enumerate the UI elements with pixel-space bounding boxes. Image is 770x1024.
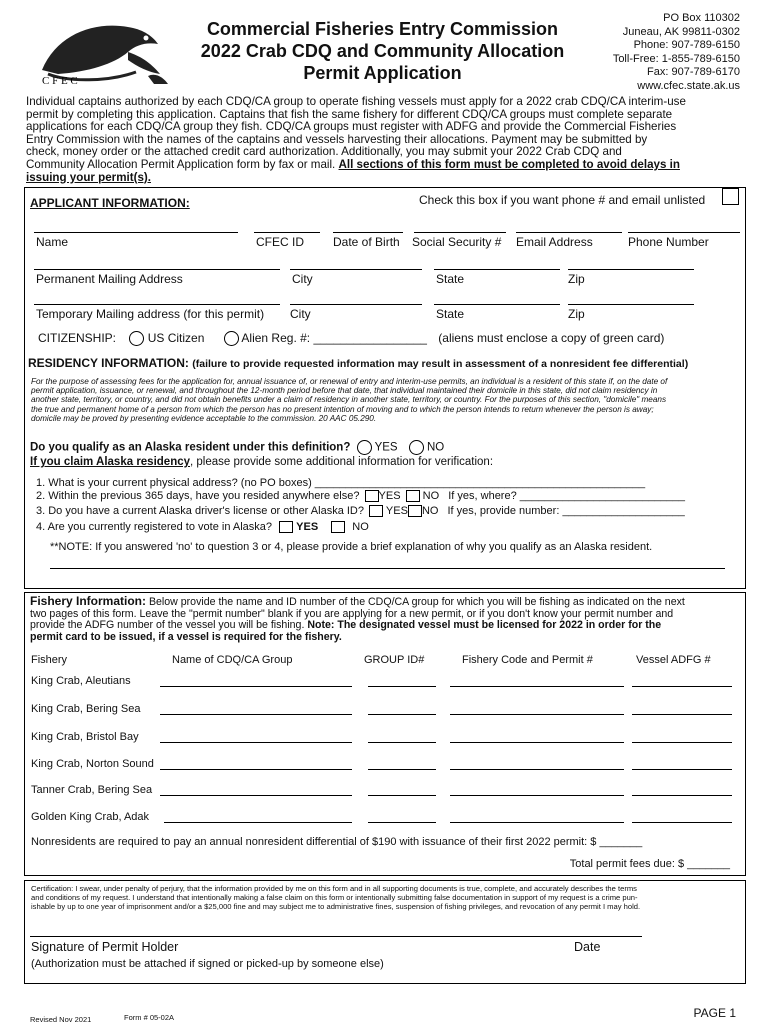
ssn-label: Social Security # — [412, 235, 502, 249]
phone-line[interactable] — [628, 232, 740, 233]
temporary-zip-line[interactable] — [568, 304, 694, 305]
q2-yes-label: YES — [378, 490, 401, 502]
q2-no-checkbox[interactable] — [406, 490, 420, 502]
permit-field[interactable] — [450, 742, 624, 743]
definition-line: For the purpose of assessing fees for the application for, annual issuance of, or renewal of entry and interim-use permits, an individual is a resident of this state if, on the date of — [31, 377, 668, 386]
form-number: Form # 05-02A — [124, 1013, 175, 1022]
definition-line: another state, territory, or country, and did not obtain benefits under a claim of residency in another state, territory, or country. For the purposes of this section, "domicile" means — [31, 395, 667, 405]
permit-field[interactable] — [450, 769, 624, 770]
certification-line: ishable by up to one year of imprisonment and/or a $25,000 fine and may subject me to administrative fines, suspension of fishing privileges, and revocation of any permit I may hold. — [31, 902, 641, 911]
q4-no-checkbox[interactable] — [331, 521, 345, 533]
fishery-intro-line — [30, 620, 742, 632]
temporary-address-label: Temporary Mailing address (for this permit) — [36, 307, 265, 321]
group-id-field[interactable] — [368, 822, 436, 823]
address-line: Fax: 907-789-6170 — [647, 66, 740, 78]
page-number: PAGE 1 — [693, 1006, 736, 1020]
intro-line: Individual captains authorized by each CDQ/CA group to operate fishing vessels must apply for a 2022 crab CDQ/CA interim-use — [26, 95, 686, 108]
q3-no-label: NO — [421, 505, 439, 517]
certification-text — [31, 884, 741, 911]
zip-label: Zip — [568, 272, 585, 286]
group-name-field[interactable] — [160, 714, 352, 715]
city-label: City — [290, 307, 311, 321]
fishery-intro-text: Below provide the name and ID number of the CDQ/CA group for which you will be fishing as indicated on the next — [146, 596, 685, 608]
column-vessel: Vessel ADFG # — [636, 654, 711, 666]
email-line[interactable] — [516, 232, 622, 233]
vessel-field[interactable] — [632, 795, 732, 796]
q3-yes-checkbox[interactable] — [369, 505, 383, 517]
certification-line: and conditions of my request. I understand that intentionally making a false claim on this form or intentionally submitting false documentation in support of my request is a crime pun- — [31, 893, 638, 902]
claim-residency-bold: If you claim Alaska residency — [30, 456, 191, 468]
residency-explanation-line[interactable] — [50, 568, 725, 569]
fishery-intro-line — [30, 596, 742, 609]
fishery-row-label: King Crab, Bering Sea — [31, 703, 141, 715]
intro-line — [26, 159, 746, 172]
city-label: City — [292, 272, 313, 286]
phone-label: Phone Number — [628, 235, 709, 249]
permit-field[interactable] — [450, 795, 624, 796]
form-title — [180, 18, 585, 84]
permanent-state-line[interactable] — [434, 269, 560, 270]
signature-line[interactable] — [30, 936, 642, 937]
intro-warning: All sections of this form must be completed to avoid delays in — [338, 157, 680, 171]
ssn-line[interactable] — [414, 232, 506, 233]
dob-line[interactable] — [333, 232, 403, 233]
temporary-address-line[interactable] — [34, 304, 280, 305]
address-block — [613, 12, 740, 93]
qualify-yes-radio[interactable] — [357, 440, 372, 455]
fishery-row-label: King Crab, Bristol Bay — [31, 731, 139, 743]
intro-line: Entry Commission with the names of the captains and vessels harvesting their allocations. Payment may be submitted by — [26, 132, 648, 146]
q4-no-label: NO — [352, 521, 369, 533]
claim-residency-text: , please provide some additional information for verification: — [190, 456, 494, 468]
dob-label: Date of Birth — [333, 235, 400, 249]
alien-note: (aliens must enclose a copy of green card) — [438, 331, 665, 345]
alien-label: Alien Reg. #: — [241, 331, 311, 345]
date-label: Date — [574, 940, 601, 954]
question-3-row — [36, 505, 685, 517]
certification-line: Certification: I swear, under penalty of perjury, that the information provided by me on this form and in all supporting documents is true, complete, and accurately describes the terms — [31, 884, 637, 893]
intro-warning-end: issuing your permit(s). — [26, 170, 151, 184]
fishery-note-end: permit card to be issued, if a vessel is required for the fishery. — [30, 630, 342, 643]
applicant-heading: APPLICANT INFORMATION: — [30, 196, 190, 210]
us-citizen-label: US Citizen — [147, 331, 205, 345]
email-label: Email Address — [516, 235, 593, 249]
title-line-1: Commercial Fisheries Entry Commission — [206, 19, 559, 39]
qualify-no-label: NO — [426, 441, 445, 454]
vessel-field[interactable] — [632, 822, 732, 823]
question-2-row — [36, 490, 685, 502]
title-line-2: 2022 Crab CDQ and Community Allocation — [200, 41, 565, 61]
fishery-row-label: Golden King Crab, Adak — [31, 811, 150, 823]
residency-heading-note: (failure to provide requested information may result in assessment of a nonresident fee differential) — [192, 358, 689, 370]
revised-date: Revised Nov 2021 — [30, 1015, 92, 1024]
us-citizen-radio[interactable] — [129, 331, 144, 346]
fishery-intro-line: two pages of this form. Leave the "permit number" blank if you are applying for a new permit, or if you don't know your permit number and — [30, 607, 674, 620]
q3-no-checkbox[interactable] — [408, 505, 422, 517]
permanent-zip-line[interactable] — [568, 269, 694, 270]
definition-line: the true and permanent home of a person from which the person has no present intention of moving and to which the person intends to return whenever the person is away; — [31, 404, 654, 414]
group-id-field[interactable] — [368, 742, 436, 743]
cfec-id-label: CFEC ID — [256, 235, 304, 249]
residency-heading-row — [28, 356, 688, 370]
nonresident-fee: Nonresidents are required to pay an annual nonresident differential of $190 with issuance of their first 2022 permit: $ _______ — [31, 836, 643, 848]
address-line: Juneau, AK 99811-0302 — [622, 25, 740, 38]
unlisted-label: Check this box if you want phone # and email unlisted — [419, 193, 706, 207]
group-name-field[interactable] — [160, 795, 352, 796]
intro-line: permit by completing this application. Captains that fish the same fishery for different CDQ/CA groups must complete separate — [26, 107, 673, 121]
question-4-row — [36, 521, 369, 533]
q2-no-label: NO — [422, 490, 440, 502]
q2-yes-checkbox[interactable] — [365, 490, 379, 502]
q2-where: If yes, where? ___________________________ — [448, 490, 685, 502]
vessel-field[interactable] — [632, 742, 732, 743]
cfec-id-line[interactable] — [254, 232, 320, 233]
permanent-address-line[interactable] — [34, 269, 280, 270]
cfec-logo — [28, 12, 178, 88]
q4-yes-checkbox[interactable] — [279, 521, 293, 533]
group-id-field[interactable] — [368, 769, 436, 770]
group-id-field[interactable] — [368, 795, 436, 796]
fishery-intro — [30, 596, 742, 643]
fishery-heading: Fishery Information: — [30, 594, 147, 608]
residency-heading: RESIDENCY INFORMATION: — [28, 356, 189, 370]
fishery-intro-text: provide the ADFG number of the vessel you will be fishing. — [30, 619, 308, 631]
name-label: Name — [36, 235, 69, 249]
permit-field[interactable] — [450, 714, 624, 715]
qualify-no-radio[interactable] — [409, 440, 424, 455]
website-link[interactable]: www.cfec.state.ak.us — [637, 79, 740, 92]
fishery-note: Note: The designated vessel must be licensed for 2022 in order for the — [307, 619, 662, 631]
zip-label: Zip — [568, 307, 585, 321]
group-id-field[interactable] — [368, 714, 436, 715]
vessel-field[interactable] — [632, 686, 732, 687]
fishery-row-label: Tanner Crab, Bering Sea — [31, 784, 153, 796]
permanent-address-label: Permanent Mailing Address — [36, 272, 183, 286]
alien-number-blank[interactable]: _________________ — [313, 331, 427, 345]
q4-yes-label: YES — [296, 521, 319, 533]
logo-text: C F E C — [42, 75, 78, 87]
address-line: PO Box 110302 — [663, 12, 740, 24]
qualify-question: Do you qualify as an Alaska resident under this definition? — [30, 441, 351, 454]
permit-field[interactable] — [450, 822, 624, 823]
column-permit: Fishery Code and Permit # — [462, 654, 593, 666]
q3-number: If yes, provide number: ____________________ — [447, 505, 685, 517]
question-3: 3. Do you have a current Alaska driver's license or other Alaska ID? — [36, 505, 364, 517]
group-name-field[interactable] — [160, 769, 352, 770]
group-name-field[interactable] — [160, 686, 352, 687]
intro-paragraph — [26, 96, 746, 184]
definition-line: permit application, issuance, or renewal, and throughout the 12-month period before that date, that individual maintained their domicile in this state, did not claim residency in — [31, 386, 658, 396]
authorization-note: (Authorization must be attached if signed or picked-up by someone else) — [31, 958, 384, 970]
address-line: Toll-Free: 1-855-789-6150 — [612, 52, 740, 65]
alien-radio[interactable] — [224, 331, 239, 346]
definition-line: domicile may be proved by presenting evidence acceptable to the commission. 20 AAC 05.290. — [31, 413, 377, 423]
column-group-name: Name of CDQ/CA Group — [172, 654, 293, 666]
title-line-3: Permit Application — [303, 63, 462, 83]
vessel-field[interactable] — [632, 769, 732, 770]
total-fees: Total permit fees due: $ _______ — [569, 858, 730, 870]
temporary-state-line[interactable] — [434, 304, 560, 305]
qualify-question-row — [30, 440, 444, 455]
question-2: 2. Within the previous 365 days, have you resided anywhere else? — [36, 490, 360, 502]
vessel-field[interactable] — [632, 714, 732, 715]
fishery-row-label: King Crab, Aleutians — [31, 675, 131, 687]
citizenship-row — [38, 331, 664, 346]
unlisted-checkbox[interactable] — [722, 188, 739, 205]
column-group-id: GROUP ID# — [364, 654, 425, 666]
citizenship-label: CITIZENSHIP: — [38, 331, 117, 345]
q3-yes-label: YES — [385, 505, 408, 517]
signature-label: Signature of Permit Holder — [31, 940, 179, 954]
column-fishery: Fishery — [31, 654, 68, 666]
group-id-field[interactable] — [368, 686, 436, 687]
claim-residency-row — [30, 456, 493, 468]
intro-line: check, money order or the attached credit card authorization. Additionally, you may submit your 2022 Crab CDQ and — [26, 145, 622, 159]
question-1: 1. What is your current physical address? (no PO boxes) ______________________________________________________ — [36, 477, 646, 489]
qualify-yes-label: YES — [374, 441, 398, 454]
temporary-city-line[interactable] — [290, 304, 422, 305]
permit-field[interactable] — [450, 686, 624, 687]
question-4: 4. Are you currently registered to vote in Alaska? — [36, 521, 273, 533]
permanent-city-line[interactable] — [290, 269, 422, 270]
group-name-field[interactable] — [160, 742, 352, 743]
state-label: State — [436, 307, 465, 321]
group-name-field[interactable] — [164, 822, 352, 823]
intro-text: Community Allocation Permit Application form by fax or mail. — [26, 157, 339, 171]
address-line: Phone: 907-789-6150 — [633, 39, 740, 51]
state-label: State — [436, 272, 465, 286]
intro-line: applications for each CDQ/CA group they fish. CDQ/CA groups must register with ADFG and provide the Commercial Fisheries — [26, 120, 677, 134]
fishery-row-label: King Crab, Norton Sound — [31, 758, 154, 770]
name-line[interactable] — [34, 232, 238, 233]
residency-definition — [31, 377, 741, 423]
residency-note: **NOTE: If you answered 'no' to question 3 or 4, please provide a brief explanation of why you qualify as an Alaska resident. — [50, 541, 653, 553]
